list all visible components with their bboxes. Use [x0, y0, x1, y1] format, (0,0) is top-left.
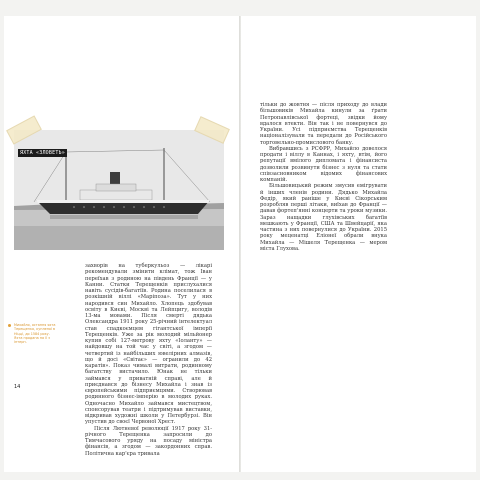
photo-frame: [14, 122, 224, 254]
paragraph: захворів на туберкульоз — лікарі рекомендували змінити клімат, тож Іван переїхав з родиною на південь Франції — у Канни. Статки Терещенків прислухалися навіть сусідів-багатіїв. Родина поселилася в розкішній віллі «Маріпоза». Тут у них народився син Михайло. Хлопець здобував освіту в Києві, Москві та Лейпцигу, володів 13-ма мовами. Після смерті дядька Олександра 1911 року 25-річний інтелектуал став спадкоємцем гігантської імперії Терещенків. Уже за рік молодий мільйонер купив собі 127-метрову яхту «Іоланту» — найдовшу на той час у світі, а згодом — четвертий із найбільших ювелірних алмазів, що й досі «Світає» — огранили до 42 каратів». Показ чималі витрати, родинному багатству вистачило. Юнак не тільки займався у приватній справі, але й приєднався до бізнесу Михайла і знав із європейськими підприємцями. Створював родинного бізнес-імперію в молодих руках. Одночасно Михайло займався мистецтвом, спонсорував театри і підтримував виставки, відкривав художні школи у Петербурзі. Він упустив до своєї Червоної Хрест.: [85, 263, 212, 426]
paragraph: Вибравшись з РСФРР, Михайло довелося продати і віллу в Каннах, і яхту, втім, його репутації вмілого дипломата і фінансиста дозволили розвинути бізнес з нуля та стати співзасновником відомих фінансових компаній.: [260, 145, 387, 183]
paragraph: Більшовицький режим змусив емігрувати й інших членів родини. Дядько Михайла Федір, який раніше у Києві Сікорським розробляв перші літаки, виїхав до Франції — давав фортеп'янні концерти та уроки музики. Зараз нащадки глухівських багатіїв мешкають у Франції, США та Швейцарії, яка частина з них повернулися до України. 2015 року меценатці Еліонеї обрали внука Михайла — Мішеля Терещенка — мером міста Глухова.: [260, 183, 387, 252]
paragraph: Після Лютневої революції 1917 року 31-річного Терещенка запросили до Тимчасового уряду на посаду міністра фінансів, а згодом — закордонних справ. Політична кар'єра тривала: [85, 425, 212, 457]
right-page: [241, 16, 476, 472]
right-body-text: [260, 102, 387, 252]
photo-label: ЯХТА «ЗЛОВЕТЬ»: [20, 150, 65, 156]
yacht-photo: [14, 130, 224, 250]
photo-caption: Михайло, остання яхта Терещенко, купленої в Ніцці, до 1584 року. Яхта продана на її з інтерн.: [14, 323, 56, 345]
left-body-text: [85, 263, 212, 457]
yacht-illustration: [14, 130, 224, 250]
page-number: 14: [14, 384, 21, 390]
caption-bullet-icon: [8, 324, 11, 327]
paragraph: тільки до жовтня — після приходу до влади більшовиків Михайла кинули за ґрати Петропавлівської фортеці, звідки йому вдалося втекти. Він так і не повернувся до України. Усі підприємства Терещенків націоналізували та передали до Російського торговельно-промислового банку.: [260, 102, 387, 146]
left-page: [4, 16, 239, 472]
